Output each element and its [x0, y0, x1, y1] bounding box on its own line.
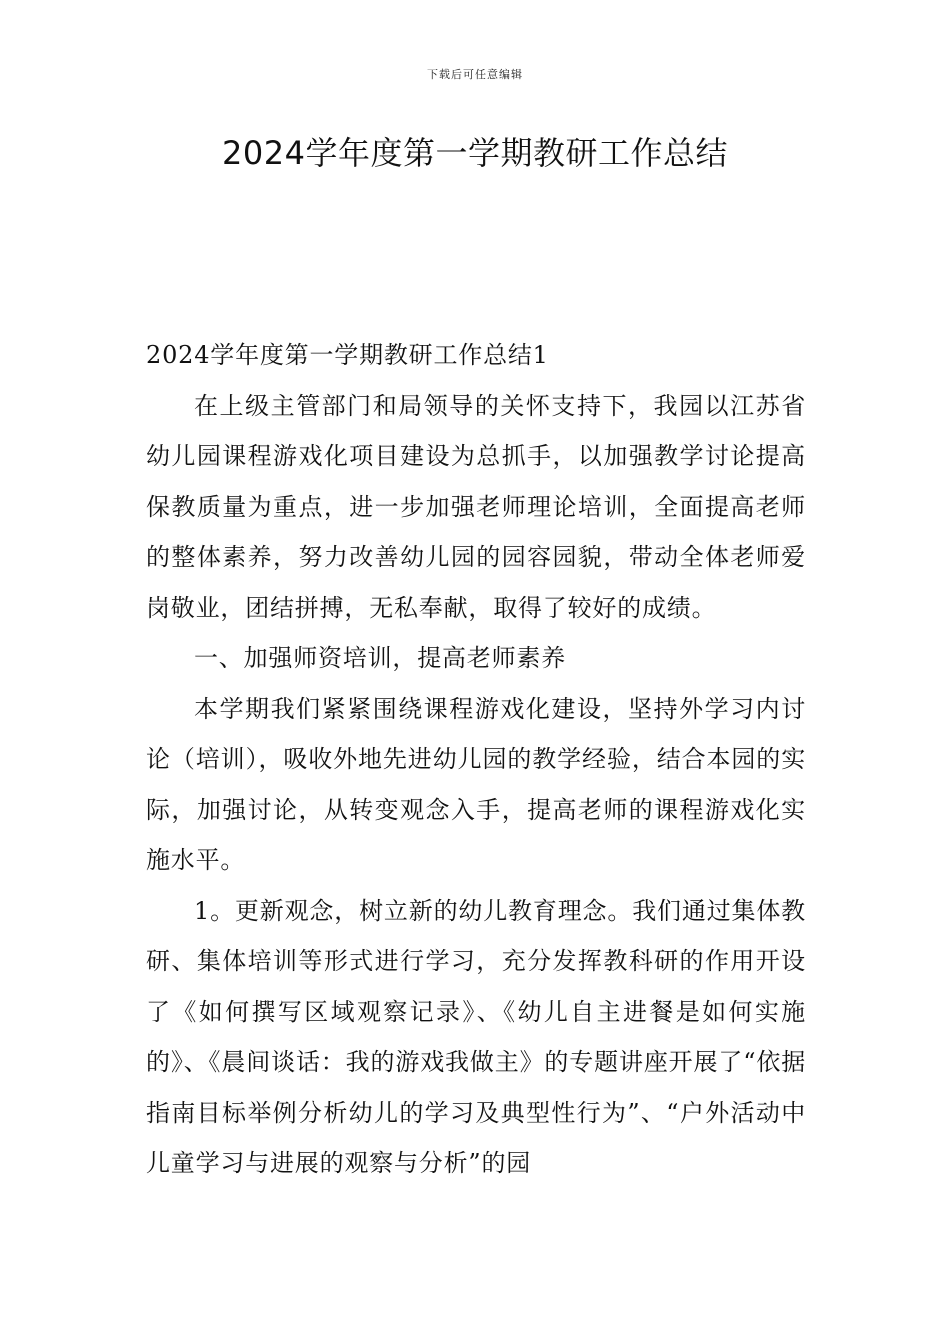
section-heading: 2024学年度第一学期教研工作总结1 [146, 341, 549, 369]
paragraph-training: 本学期我们紧紧围绕课程游戏化建设，坚持外学习内讨论（培训），吸收外地先进幼儿园的教学经验，结合本园的实际，加强讨论，从转变观念入手，提高老师的课程游戏化实施水平。 [146, 694, 806, 874]
paragraph-item-1: 1。更新观念，树立新的幼儿教育理念。我们通过集体教研、集体培训等形式进行学习，充分发挥教科研的作用开设了《如何撰写区域观察记录》、《幼儿自主进餐是如何实施的》、《晨间谈话：我的游戏我做主》的专题讲座开展了“依据指南目标举例分析幼儿的学习及典型性行为”、“户外活动中儿童学习与进展的观察与分析”的园 [146, 896, 806, 1177]
document-title: 2024学年度第一学期教研工作总结 [222, 134, 728, 172]
document-body [146, 330, 806, 1189]
paragraph-intro: 在上级主管部门和局领导的关怀支持下，我园以江苏省幼儿园课程游戏化项目建设为总抓手，以加强教学讨论提高保教质量为重点，进一步加强老师理论培训，全面提高老师的整体素养，努力改善幼儿园的园容园貌，带动全体老师爱岗敬业，团结拼搏，无私奉献，取得了较好的成绩。 [146, 391, 806, 622]
header-note: 下载后可任意编辑 [427, 68, 523, 81]
paragraph-subheading: 一、加强师资培训，提高老师素养 [194, 644, 566, 672]
